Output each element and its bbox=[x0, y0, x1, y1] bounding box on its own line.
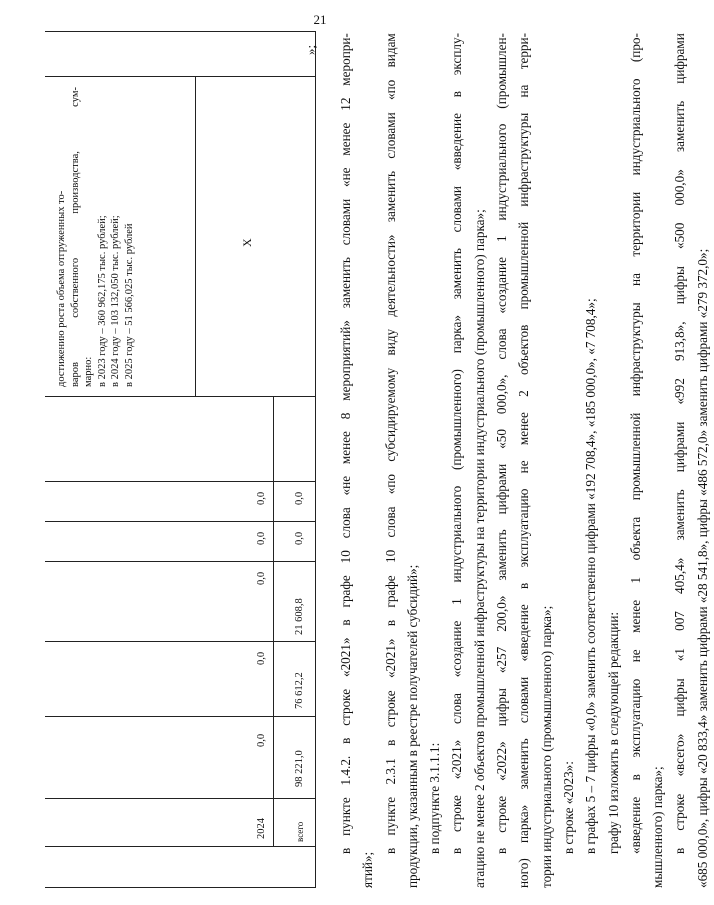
text-line: «685 000,0», цифры «20 833,4» заменить цифрами «28 541,8», цифры «486 572,0» заменить цифрами «279 372,0»; bbox=[694, 248, 710, 888]
text-line: в подпункте 3.1.1.1: bbox=[427, 742, 443, 854]
text-line: в строке «2022» цифры «257 200,0» заменить цифрами «50 000,0», слова «создание 1 индустриального (промышлен- bbox=[494, 33, 510, 854]
table-column-divider bbox=[45, 481, 315, 482]
amendment-text bbox=[335, 33, 714, 888]
table-cell: 76 612,2 bbox=[294, 672, 305, 709]
table-cell: 0,0 bbox=[256, 571, 267, 585]
description-line: в 2025 году – 51 566,025 тыс. рублей bbox=[123, 223, 135, 387]
table-cell: 0,0 bbox=[256, 651, 267, 665]
text-line: в пункте 2.3.1 в строке «2021» в графе 10 слова «по субсидируемому виду деятельности» заменить словами «по видам bbox=[382, 33, 398, 854]
x-mark: Х bbox=[240, 238, 254, 247]
table-column-divider bbox=[45, 641, 315, 642]
table-cell-year: всего bbox=[295, 821, 305, 842]
table-column-divider bbox=[45, 716, 315, 717]
text-line: ного) парка» заменить словами «введение в эксплуатацию не менее 2 объектов промышленной инфраструктуры на терри- bbox=[516, 33, 532, 888]
text-line: в строке «2023»: bbox=[560, 761, 576, 854]
table-column-divider bbox=[45, 846, 315, 847]
table-column-divider bbox=[45, 76, 315, 77]
table-cell: 0,0 bbox=[256, 531, 267, 545]
description-line: в 2024 году – 103 132,050 тыс. рублей; bbox=[110, 215, 121, 387]
text-line: в пункте 1.4.2. в строке «2021» в графе 10 слова «не менее 8 мероприятий» заменить словами «не менее 12 меропри- bbox=[338, 33, 353, 854]
rotated-page-content bbox=[45, 33, 710, 888]
text-line: графу 10 изложить в следующей редакции: bbox=[605, 611, 621, 854]
table-cell: 0,0 bbox=[256, 733, 267, 747]
page-number: 21 bbox=[313, 12, 327, 27]
table-column-divider bbox=[45, 521, 315, 522]
table-column-divider bbox=[45, 798, 315, 799]
text-line: продукции, указанным в реестре получателей субсидий»; bbox=[404, 564, 420, 888]
text-line: в строке «всего» цифры «1 007 405,4» заменить цифрами «992 913,8», цифры «500 000,0» заменить цифрами bbox=[672, 33, 688, 854]
table-row-divider bbox=[273, 397, 274, 847]
text-line: ятий»; bbox=[360, 851, 376, 888]
description-line: в 2023 году – 360 962,175 тыс. рублей; bbox=[96, 215, 108, 387]
description-line: достижению роста объема отгруженных то- bbox=[56, 190, 67, 387]
table-cell: 21 608,8 bbox=[294, 598, 305, 635]
indicator-description bbox=[55, 87, 136, 387]
table-cell-year: 2024 bbox=[256, 818, 267, 839]
table-cell: 0,0 bbox=[256, 491, 267, 505]
description-line: варов собственного производства, сум- bbox=[69, 87, 81, 387]
text-line: атацию не менее 2 объектов промышленной инфраструктуры на территории индустриального (промышленного) парка»; bbox=[471, 209, 487, 888]
closing-quote: »; bbox=[303, 44, 318, 55]
table-cell: 0,0 bbox=[294, 531, 305, 545]
text-line: «введение в эксплуатацию не менее 1 объекта промышленной инфраструктуры на территории индустриального (про- bbox=[627, 33, 643, 854]
table-row-divider bbox=[195, 77, 196, 397]
budget-table-fragment bbox=[45, 31, 316, 888]
text-line: в строке «2021» слова «создание 1 индустриального (промышленного) парка» заменить словами «введение в эксплу- bbox=[449, 33, 465, 854]
table-column-divider bbox=[45, 396, 315, 397]
table-column-divider bbox=[45, 561, 315, 562]
table-cell: 0,0 bbox=[294, 491, 305, 505]
text-line: тории индустриального (промышленного) парка»; bbox=[538, 605, 554, 888]
text-line: в графах 5 – 7 цифры «0,0» заменить соответственно цифрами «192 708,4», «185 000,0», «7 708,4»; bbox=[583, 298, 599, 854]
description-line: марно: bbox=[83, 356, 94, 387]
table-cell: 98 221,0 bbox=[294, 750, 305, 787]
text-line: мышленного) парка»; bbox=[650, 766, 666, 888]
